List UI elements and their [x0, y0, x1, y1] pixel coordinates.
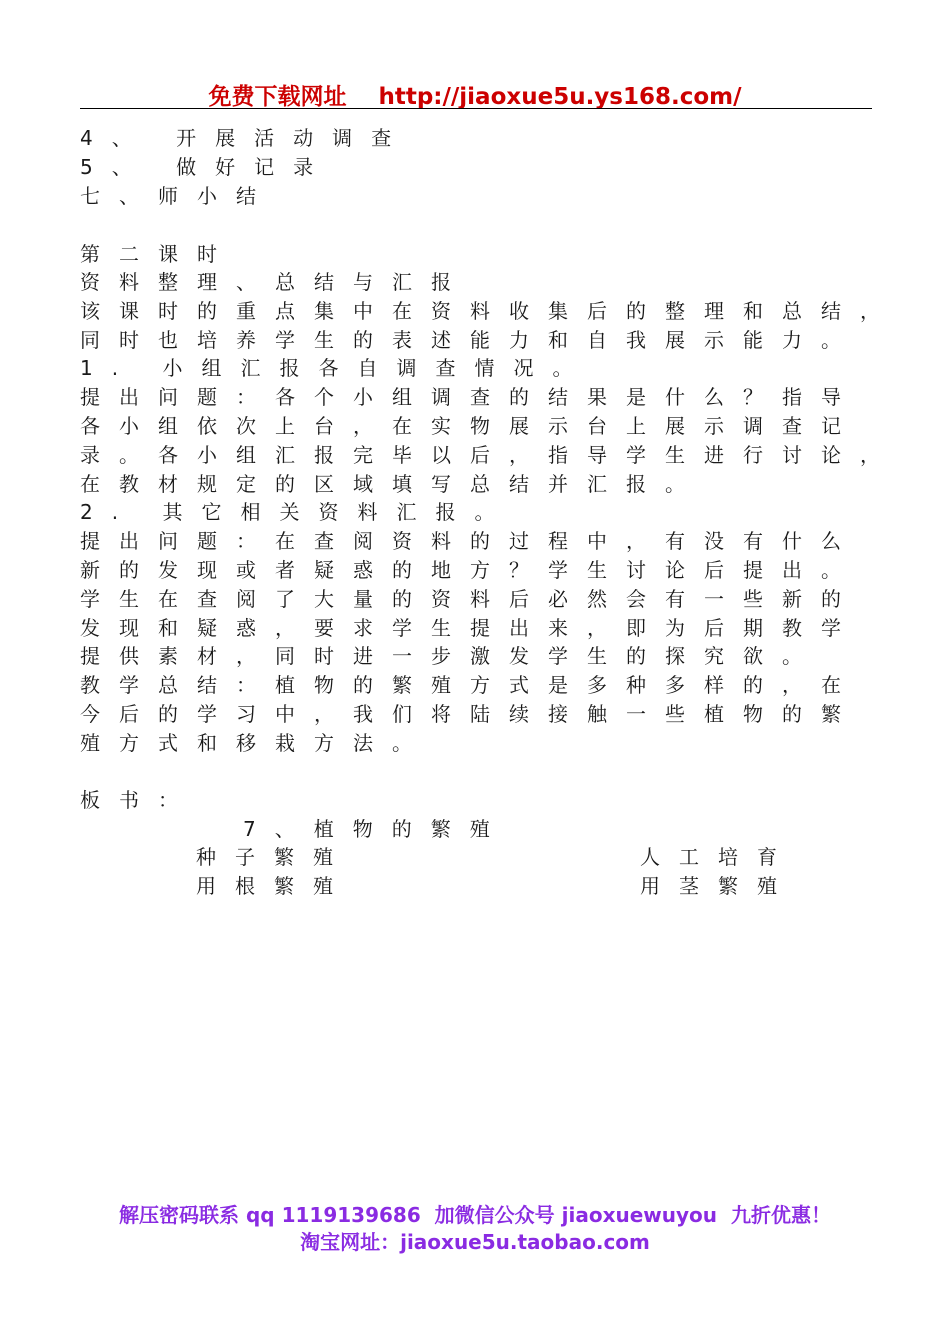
text-line: 发现和疑惑，要求学生提出来，即为后期教学	[80, 616, 860, 640]
section-heading: 七、师小结	[80, 184, 275, 208]
text-line: 各小组依次上台，在实物展示台上展示调查记	[80, 414, 860, 438]
header-link-text[interactable]: 免费下载网址 http://jiaoxue5u.ys168.com/	[208, 84, 742, 110]
text-line: 教学总结：植物的繁殖方式是多种多样的，在	[80, 673, 860, 697]
text-line: 在教材规定的区域填写总结并汇报。	[80, 472, 704, 496]
board-label: 板书：	[80, 788, 197, 812]
board-item-right: 用茎繁殖	[640, 874, 796, 898]
board-item-right: 人工培育	[640, 845, 796, 869]
lesson-heading: 第二课时	[80, 242, 236, 266]
text-line: 今后的学习中，我们将陆续接触一些植物的繁	[80, 702, 860, 726]
text-line: 录。各小组汇报完毕以后，指导学生进行讨论，	[80, 443, 899, 467]
item-heading: 1. 小组汇报各自调查情况。	[80, 356, 592, 380]
board-item-left: 用根繁殖	[196, 874, 352, 898]
header-rule	[80, 108, 872, 109]
footer-shop-link[interactable]: 淘宝网址：jiaoxue5u.taobao.com	[300, 1230, 650, 1254]
text-line: 学生在查阅了大量的资料后必然会有一些新的	[80, 587, 860, 611]
text-line: 该课时的重点集中在资料收集后的整理和总结，	[80, 299, 899, 323]
item-heading: 2. 其它相关资料汇报。	[80, 500, 514, 524]
text-line: 提供素材，同时进一步激发学生的探究欲。	[80, 644, 821, 668]
lesson-subheading: 资料整理、总结与汇报	[80, 270, 470, 294]
board-title: 7、植物的繁殖	[243, 817, 509, 841]
text-line: 同时也培养学生的表述能力和自我展示能力。	[80, 328, 860, 352]
text-line: 殖方式和移栽方法。	[80, 731, 431, 755]
text-line: 5、 做好记录	[80, 155, 333, 179]
text-line: 4、 开展活动调查	[80, 126, 411, 150]
text-line: 新的发现或者疑惑的地方？学生讨论后提出。	[80, 558, 860, 582]
text-line: 提出问题：各个小组调查的结果是什么？指导	[80, 385, 860, 409]
board-item-left: 种子繁殖	[196, 845, 352, 869]
text-line: 提出问题：在查阅资料的过程中，有没有什么	[80, 529, 860, 553]
footer-contact: 解压密码联系 qq 1119139686 加微信公众号 jiaoxuewuyou 九折优惠！	[119, 1203, 831, 1227]
